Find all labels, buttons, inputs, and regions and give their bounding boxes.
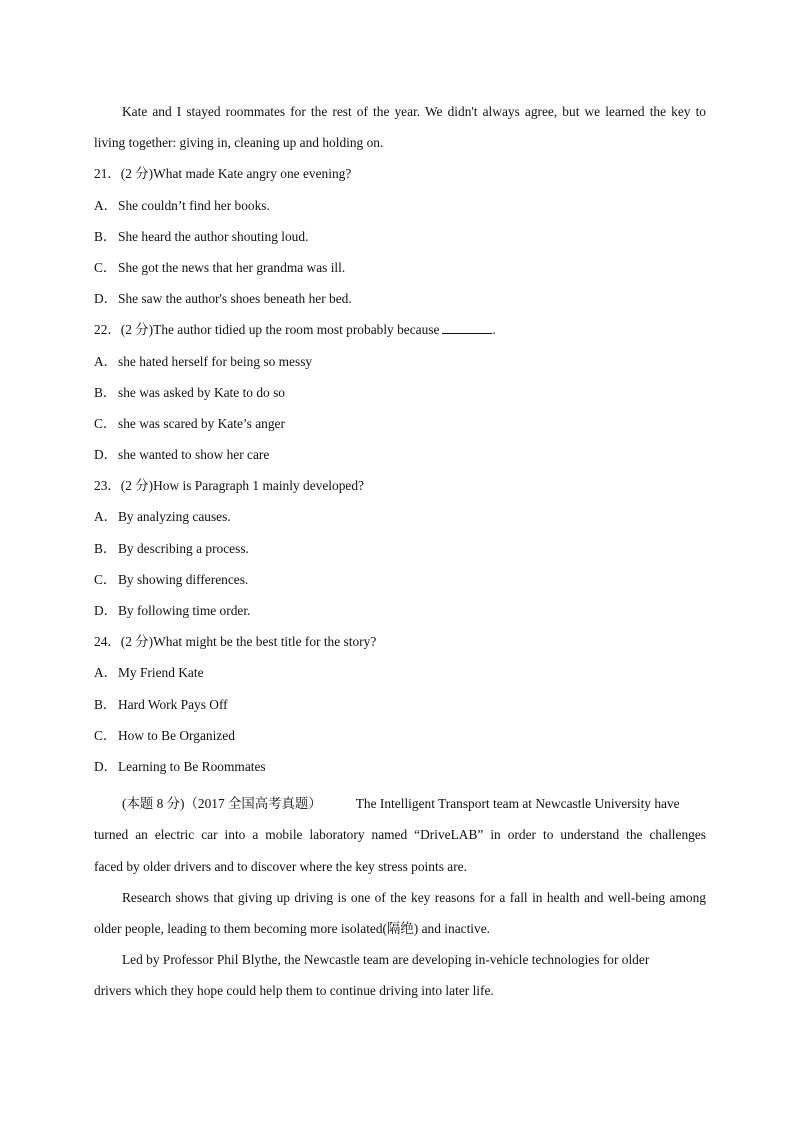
option-text: She saw the author's shoes beneath her bed.: [118, 291, 352, 307]
option-24-b: [94, 689, 706, 720]
option-text: By describing a process.: [118, 540, 249, 556]
option-letter: D．: [94, 603, 118, 618]
option-21-b: [94, 221, 706, 252]
passage-p1-line-3: faced by older drivers and to discover where the key stress points are.: [94, 858, 467, 874]
option-text: She got the news that her grandma was ill.: [118, 259, 346, 275]
question-text: What made Kate angry one evening?: [153, 166, 352, 182]
option-text: How to Be Organized: [118, 727, 235, 743]
option-text: She heard the author shouting loud.: [118, 228, 309, 244]
question-points: (2 分): [120, 166, 154, 182]
option-22-c: [94, 408, 706, 439]
passage-end-line-2: living together: giving in, cleaning up and holding on.: [94, 135, 384, 151]
option-text: Learning to Be Roommates: [118, 758, 266, 774]
document-content: [94, 96, 706, 1006]
option-letter: A．: [94, 665, 118, 681]
option-23-a: [94, 501, 706, 532]
option-23-d: [94, 595, 706, 626]
passage-p3-line-2: drivers which they hope could help them to continue driving into later life.: [94, 983, 494, 999]
passage-p1-line-2: turned an electric car into a mobile laboratory named “DriveLAB” in order to understand the challenges: [94, 827, 706, 843]
question-points: (2 分): [120, 634, 154, 650]
question-text: The author tidied up the room most probably because: [153, 322, 440, 338]
option-text: By analyzing causes.: [118, 509, 231, 525]
question-number: 21．: [94, 166, 121, 182]
option-text: she hated herself for being so messy: [118, 353, 313, 369]
option-21-c: [94, 252, 706, 283]
option-24-c: [94, 720, 706, 751]
option-letter: C．: [94, 415, 117, 431]
option-24-d: [94, 751, 706, 782]
option-23-b: [94, 533, 706, 564]
question-number: 23．: [94, 478, 121, 494]
question-number: 22．: [94, 322, 121, 338]
option-text: she was asked by Kate to do so: [118, 384, 285, 400]
option-24-a: [94, 657, 706, 688]
option-letter: C．: [94, 259, 117, 275]
passage-p2-line-1: Research shows that giving up driving is one of the key reasons for a fall in health and well-being among: [122, 889, 706, 905]
question-score-tag: (本题 8 分)（2017 全国高考真题）: [122, 796, 322, 812]
question-number: 24．: [94, 634, 121, 650]
option-letter: D．: [94, 758, 118, 774]
option-23-c: [94, 564, 706, 595]
question-text: What might be the best title for the story?: [153, 634, 377, 650]
option-letter: C．: [94, 571, 117, 587]
option-letter: A．: [94, 509, 118, 525]
passage-p2-line-2: older people, leading to them becoming more isolated(隔绝) and inactive.: [94, 920, 491, 936]
option-letter: B．: [94, 384, 117, 400]
option-letter: B．: [94, 540, 117, 556]
option-22-d: [94, 439, 706, 470]
question-text-end: .: [492, 322, 496, 338]
option-text: By showing differences.: [118, 571, 249, 587]
option-text: She couldn’t find her books.: [118, 197, 270, 213]
option-letter: D．: [94, 291, 118, 307]
question-21-stem: [94, 158, 706, 189]
question-22-stem: [94, 314, 706, 345]
option-21-a: [94, 190, 706, 221]
passage-end-line-1: Kate and I stayed roommates for the rest of the year. We didn't always agree, but we learned the key to: [122, 104, 706, 119]
question-points: (2 分): [120, 322, 154, 338]
option-text: Hard Work Pays Off: [118, 696, 228, 712]
question-23-stem: [94, 470, 706, 501]
option-text: she wanted to show her care: [118, 447, 270, 463]
option-22-b: [94, 377, 706, 408]
option-letter: A．: [94, 353, 118, 369]
question-points: (2 分): [120, 478, 154, 494]
question-24-stem: [94, 626, 706, 657]
option-letter: A．: [94, 197, 118, 213]
option-text: By following time order.: [118, 603, 251, 618]
question-text: How is Paragraph 1 mainly developed?: [153, 478, 364, 494]
option-letter: C．: [94, 727, 117, 743]
passage-text: The Intelligent Transport team at Newcastle University have: [355, 796, 680, 812]
option-letter: B．: [94, 228, 117, 244]
passage-intro-line: [94, 788, 706, 819]
option-21-d: [94, 283, 706, 314]
answer-blank: [442, 319, 492, 334]
option-letter: D．: [94, 447, 118, 463]
option-letter: B．: [94, 696, 117, 712]
option-22-a: [94, 346, 706, 377]
option-text: My Friend Kate: [118, 665, 204, 681]
passage-p3-line-1: Led by Professor Phil Blythe, the Newcastle team are developing in-vehicle technologies for older: [122, 952, 650, 968]
option-text: she was scared by Kate’s anger: [118, 415, 285, 431]
